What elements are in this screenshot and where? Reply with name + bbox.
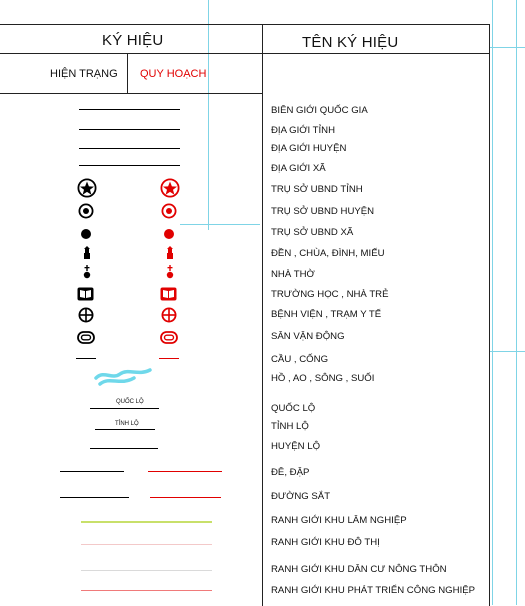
guide-line (516, 0, 517, 605)
temple-icon (165, 246, 175, 260)
legend-label: TỈNH LỘ (271, 421, 309, 432)
legend-label: CẦU , CỐNG (271, 354, 329, 365)
railway-symbol (60, 497, 129, 498)
stadium-icon (77, 331, 95, 344)
legend-label: TRỤ SỞ UBND HUYỆN (271, 206, 375, 217)
legend-label: QUỐC LỘ (271, 403, 316, 414)
legend-label: ĐỊA GIỚI HUYỆN (271, 143, 347, 154)
filled-dot-icon (163, 228, 175, 240)
legend-label: ĐỊA GIỚI TỈNH (271, 125, 336, 136)
province-border-symbol (79, 129, 180, 130)
column-divider (262, 25, 263, 606)
name-column-header: TÊN KÝ HIỆU (302, 34, 399, 51)
industrial-zone-symbol (81, 590, 212, 591)
guide-line (492, 0, 493, 605)
school-book-icon (77, 287, 94, 301)
school-book-icon (160, 287, 177, 301)
legend-label: HỒ , AO , SÔNG , SUỐI (271, 373, 375, 384)
symbol-column-header: KÝ HIỆU (102, 32, 164, 49)
hospital-cross-icon (161, 307, 177, 323)
legend-label: RANH GIỚI KHU PHÁT TRIỂN CÔNG NGHIỆP (271, 585, 476, 596)
urban-zone-symbol (81, 544, 212, 545)
provincial-road-symbol (95, 429, 155, 430)
legend-label: RANH GIỚI KHU LÂM NGHIỆP (271, 515, 407, 526)
planned-header: QUY HOẠCH (140, 68, 207, 80)
legend-label: ĐỀN , CHÙA, ĐÌNH, MIẾU (271, 248, 385, 259)
star-circle-icon (160, 178, 180, 198)
temple-icon (82, 246, 92, 260)
subheader-column-divider (127, 53, 128, 93)
legend-label: ĐỊA GIỚI XÃ (271, 163, 326, 174)
legend-label: ĐƯỜNG SẮT (271, 491, 331, 502)
target-circle-icon (161, 203, 177, 219)
legend-label: TRỤ SỞ UBND TỈNH (271, 184, 363, 195)
road-tag: QUỐC LỘ (116, 399, 144, 405)
church-icon (83, 265, 91, 279)
commune-border-symbol (79, 165, 180, 166)
legend-label: RANH GIỚI KHU ĐÔ THỊ (271, 537, 380, 548)
guide-line (489, 351, 525, 352)
subheader-divider (0, 93, 262, 94)
dike-symbol (148, 471, 222, 472)
stadium-icon (160, 331, 178, 344)
legend-label: TRỤ SỞ UBND XÃ (271, 227, 354, 238)
legend-label: BỆNH VIỆN , TRẠM Y TẾ (271, 309, 382, 320)
legend-label: NHÀ THỜ (271, 269, 315, 280)
dike-symbol (60, 471, 124, 472)
legend-label: HUYỆN LỘ (271, 441, 321, 452)
bridge-symbol (159, 358, 179, 359)
railway-symbol (150, 497, 221, 498)
header-divider (262, 53, 489, 54)
district-road-symbol (90, 448, 158, 449)
rural-zone-symbol (81, 570, 212, 571)
hospital-cross-icon (78, 307, 94, 323)
road-tag: TỈNH LỘ (115, 421, 139, 427)
legend-table (0, 24, 490, 606)
header-divider (0, 53, 262, 54)
water-icon (94, 366, 154, 388)
current-header: HIỆN TRẠNG (50, 68, 118, 80)
national-border-symbol (79, 109, 180, 110)
legend-label: ĐÊ, ĐẬP (271, 467, 310, 478)
bridge-symbol (76, 358, 96, 359)
legend-label: SÂN VẬN ĐỘNG (271, 331, 345, 342)
legend-label: RANH GIỚI KHU DÂN CƯ NÔNG THÔN (271, 564, 447, 575)
forest-zone-symbol (81, 521, 212, 523)
legend-label: TRƯỜNG HỌC , NHÀ TRẺ (271, 289, 389, 300)
legend-label: BIÊN GIỚI QUỐC GIA (271, 105, 368, 116)
filled-dot-icon (80, 228, 92, 240)
district-border-symbol (79, 148, 180, 149)
church-icon (166, 265, 174, 279)
target-circle-icon (78, 203, 94, 219)
guide-line (489, 47, 525, 48)
star-circle-icon (77, 178, 97, 198)
national-road-symbol (90, 408, 159, 409)
